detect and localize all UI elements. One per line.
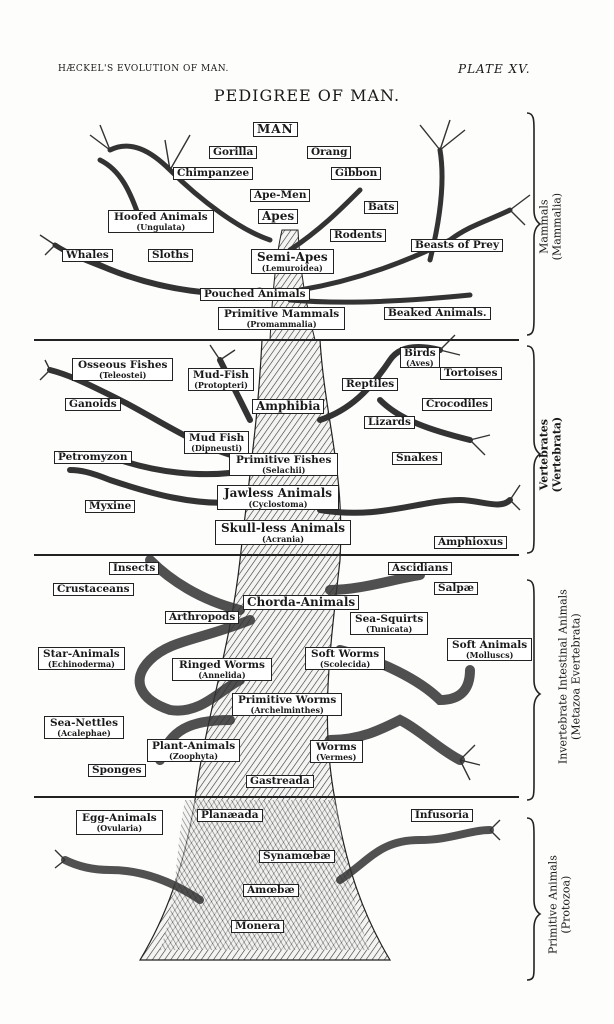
node-orang: Orang	[307, 146, 351, 159]
node-snakes: Snakes	[392, 452, 442, 465]
node-sloths: Sloths	[148, 249, 193, 262]
plate-number: PLATE XV.	[458, 62, 531, 76]
node-jawless-animals: Jawless Animals (Cyclostoma)	[217, 485, 339, 510]
node-birds: Birds (Aves)	[400, 347, 440, 368]
node-sea-squirts: Sea-Squirts (Tunicata)	[350, 612, 428, 635]
node-arthropods: Arthropods	[165, 611, 239, 624]
node-planaeada: Planæada	[197, 809, 263, 822]
node-man: MAN	[253, 122, 298, 137]
node-pouched-animals: Pouched Animals	[200, 288, 310, 301]
node-crustaceans: Crustaceans	[53, 583, 134, 596]
node-chimpanzee: Chimpanzee	[173, 167, 253, 180]
node-primitive-fishes: Primitive Fishes (Selachii)	[229, 453, 338, 476]
node-gorilla: Gorilla	[209, 146, 257, 159]
node-apes: Apes	[258, 209, 298, 224]
node-ape-men: Ape-Men	[250, 189, 310, 202]
section-label-vertebrates: Vertebrates (Vertebrata)	[537, 416, 563, 493]
node-beaked-animals: Beaked Animals.	[384, 307, 491, 320]
page-title: PEDIGREE OF MAN.	[213, 86, 401, 105]
node-osseous-fishes: Osseous Fishes (Teleostei)	[72, 358, 173, 381]
node-synamoebae: Synamœbæ	[259, 850, 335, 863]
node-ganoids: Ganoids	[65, 398, 121, 411]
node-mud-fish-protopteri: Mud-Fish (Protopteri)	[188, 368, 254, 391]
node-sea-nettles: Sea-Nettles (Acalephae)	[44, 716, 124, 739]
node-ascidians: Ascidians	[388, 562, 452, 575]
section-label-invertebrates: Invertebrate Intestinal Animals (Metazoa Evertebrata)	[556, 589, 582, 765]
section-label-protozoa: Primitive Animals (Protozoa)	[546, 855, 572, 955]
node-myxine: Myxine	[85, 500, 135, 513]
node-gibbon: Gibbon	[331, 167, 381, 180]
node-lizards: Lizards	[364, 416, 415, 429]
node-beasts-of-prey: Beasts of Prey	[411, 239, 503, 252]
node-mud-fish-dipneusti: Mud Fish (Dipneusti)	[184, 431, 249, 454]
running-title: HÆCKEL'S EVOLUTION OF MAN.	[58, 64, 229, 74]
node-star-animals: Star-Animals (Echinoderma)	[38, 647, 125, 670]
node-petromyzon: Petromyzon	[54, 451, 132, 464]
node-soft-animals: Soft Animals (Molluscs)	[447, 638, 532, 661]
node-soft-worms: Soft Worms (Scolecida)	[305, 647, 385, 670]
node-plant-animals: Plant-Animals (Zoophyta)	[147, 739, 240, 762]
node-sponges: Sponges	[88, 764, 146, 777]
node-hoofed-animals: Hoofed Animals (Ungulata)	[108, 210, 214, 233]
node-tortoises: Tortoises	[440, 367, 502, 380]
node-chorda-animals: Chorda-Animals	[243, 595, 359, 610]
node-worms: Worms (Vermes)	[310, 740, 363, 763]
node-amphibia: Amphibia	[252, 399, 324, 414]
node-salpae: Salpæ	[434, 582, 478, 595]
node-primitive-mammals: Primitive Mammals (Promammalia)	[218, 307, 345, 330]
node-crocodiles: Crocodiles	[422, 398, 492, 411]
node-primitive-worms: Primitive Worms (Archelminthes)	[232, 693, 342, 716]
node-rodents: Rodents	[330, 229, 386, 242]
node-infusoria: Infusoria	[411, 809, 473, 822]
node-amphioxus: Amphioxus	[434, 536, 507, 549]
node-egg-animals: Egg-Animals (Ovularia)	[76, 810, 163, 835]
node-reptiles: Reptiles	[342, 378, 398, 391]
node-skull-less-animals: Skull-less Animals (Acrania)	[215, 520, 351, 545]
node-whales: Whales	[62, 249, 113, 262]
node-bats: Bats	[364, 201, 398, 214]
section-label-mammals: Mammals (Mammalia)	[537, 192, 563, 261]
node-gastreada: Gastreada	[246, 775, 314, 788]
node-ringed-worms: Ringed Worms (Annelida)	[172, 658, 272, 681]
node-semi-apes: Semi-Apes (Lemuroidea)	[251, 249, 334, 274]
node-amoebae: Amœbæ	[243, 884, 299, 897]
node-insects: Insects	[109, 562, 159, 575]
node-monera: Monera	[231, 920, 284, 933]
